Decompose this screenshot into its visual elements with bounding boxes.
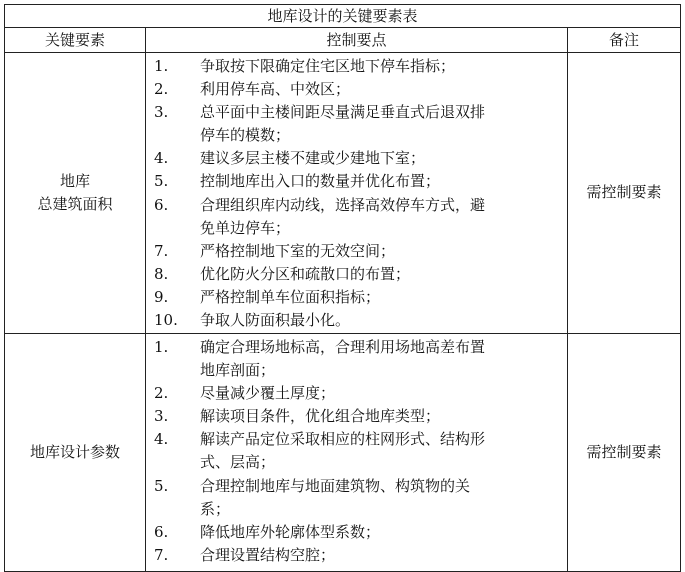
item-number: 7. [154,241,169,260]
table-header-row [5,28,681,53]
list-item [146,101,567,147]
list-item [146,147,567,170]
item-number: 2. [154,80,169,99]
table-row [5,334,681,572]
item-text-line: 尽量减少覆土厚度； [200,384,336,403]
remark-cell: 需控制要素 [568,334,681,572]
header-remarks: 备注 [568,28,681,53]
item-text [200,336,567,382]
item-text-line: 争取人防面积最小化。 [200,311,351,330]
item-text-line: 合理组织库内动线，选择高效停车方式，避 [200,195,486,214]
header-key-factor: 关键要素 [5,28,146,53]
item-text [200,147,567,170]
item-text-line: 建议多层主楼不建或少建地下室； [200,149,426,168]
header-control-points: 控制要点 [146,28,568,53]
item-text-line: 解读产品定位采取相应的柱网形式、结构形 [200,430,486,449]
item-text-line: 总平面中主楼间距尽量满足垂直式后退双排 [200,103,486,122]
item-number: 6. [154,522,169,541]
factor-cell [5,53,146,334]
list-item [146,336,567,382]
list-item [146,521,567,544]
item-text [200,382,567,405]
list-item [146,428,567,474]
item-text [200,194,567,240]
list-item [146,382,567,405]
factor-label: 总建筑面积 [37,195,113,213]
item-text [200,240,567,263]
item-number: 1. [154,338,169,356]
item-text-line: 合理设置结构空腔； [200,545,336,564]
item-number: 4. [154,430,169,449]
item-text-line: 严格控制地下室的无效空间； [200,241,396,260]
item-text-line: 解读项目条件，优化组合地库类型； [200,407,441,426]
item-number: 6. [154,195,169,214]
list-item [146,286,567,309]
item-text [200,544,567,567]
item-number: 4. [154,149,169,168]
item-text-line: 确定合理场地标高，合理利用场地高差布置 [200,338,486,356]
list-item [146,263,567,286]
item-number: 3. [154,407,169,426]
item-text [200,170,567,193]
control-points-list [146,336,567,567]
item-text-line: 优化防火分区和疏散口的布置； [200,264,411,283]
list-item [146,309,567,332]
list-item [146,194,567,240]
item-text [200,286,567,309]
item-text [200,78,567,101]
item-text-line: 免单边停车； [200,218,291,237]
item-text [200,55,567,78]
item-number: 7. [154,545,169,564]
item-number: 8. [154,264,169,283]
item-text-line: 地库剖面； [200,361,276,380]
item-text-line: 利用停车高、中效区； [200,80,351,99]
factor-label: 地库设计参数 [29,442,120,461]
item-number: 9. [154,287,169,306]
list-item [146,170,567,193]
item-text-line: 停车的模数； [200,126,291,145]
list-item [146,405,567,428]
item-number: 5. [154,476,169,495]
list-item [146,475,567,521]
item-text [200,521,567,544]
factor-cell [5,334,146,572]
item-text-line: 降低地库外轮廓体型系数； [200,522,381,541]
control-points-list [146,55,567,332]
item-text [200,428,567,474]
item-number: 5. [154,172,169,191]
list-item [146,240,567,263]
list-item [146,544,567,567]
table-row [5,53,681,334]
key-factors-table [4,4,681,572]
table-title-row [5,5,681,28]
remark-cell: 需控制要素 [568,53,681,334]
item-text-line: 争取按下限确定住宅区地下停车指标； [200,57,456,75]
item-text [200,475,567,521]
item-number: 2. [154,384,169,403]
list-item [146,55,567,78]
item-text-line: 式、层高； [200,453,276,472]
list-item [146,78,567,101]
item-text-line: 合理控制地库与地面建筑物、构筑物的关 [200,476,471,495]
factor-label: 地库 [59,171,90,190]
item-text [200,405,567,428]
item-text-line: 系； [200,499,231,518]
item-text [200,101,567,147]
item-text [200,263,567,286]
item-text [200,309,567,332]
item-text-line: 控制地库出入口的数量并优化布置； [200,172,441,191]
item-text-line: 严格控制单车位面积指标； [200,287,381,306]
item-number: 1. [154,57,169,75]
item-number: 10. [154,311,178,330]
control-points-cell [146,53,568,334]
item-number: 3. [154,103,169,122]
table-title: 地库设计的关键要素表 [5,5,681,28]
control-points-cell [146,334,568,572]
